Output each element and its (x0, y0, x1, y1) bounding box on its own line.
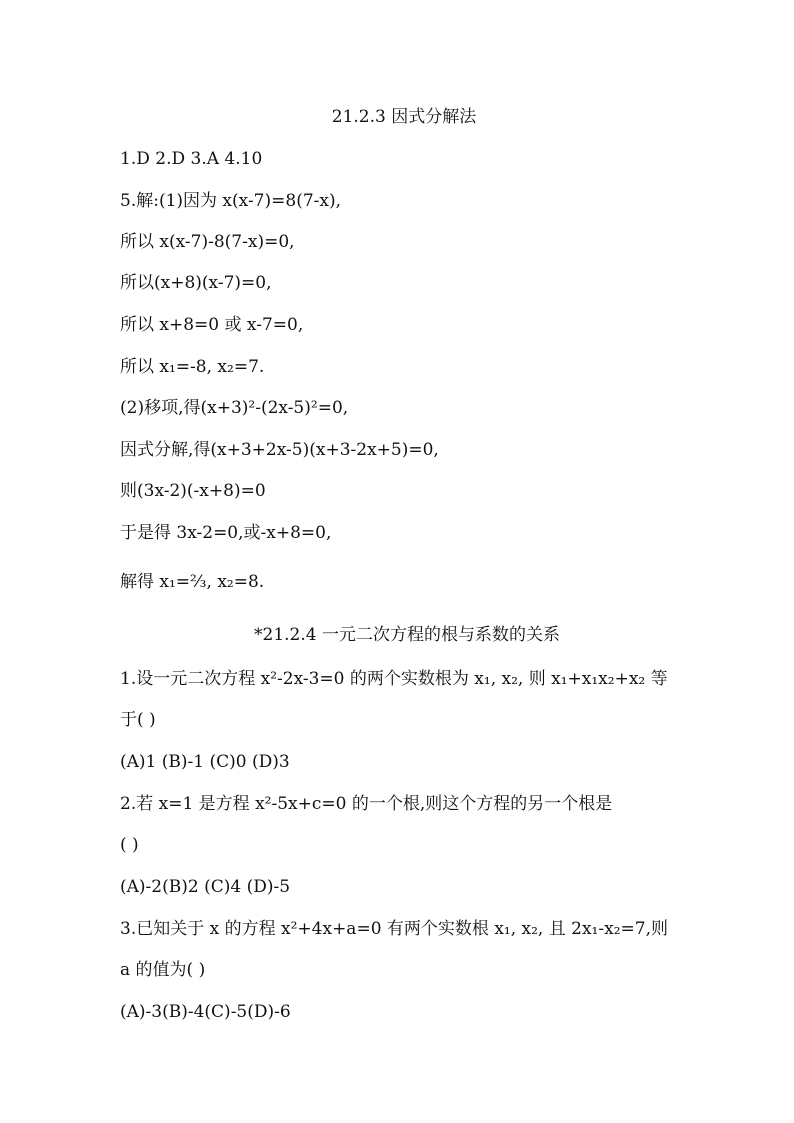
solution-line: 所以 x+8=0 或 x-7=0, (120, 315, 304, 335)
question-line: a 的值为( ) (120, 960, 206, 980)
solution-line: 所以 x₁=-8, x₂=7. (120, 357, 265, 377)
solution-line: 解得 x₁=⅔, x₂=8. (120, 572, 265, 592)
solution-line: 于是得 3x-2=0,或-x+8=0, (120, 523, 332, 543)
question-line: ( ) (120, 835, 139, 855)
solution-line: 所以(x+8)(x-7)=0, (120, 273, 272, 293)
option-line: (A)-2(B)2 (C)4 (D)-5 (120, 877, 291, 897)
question-line: 于( ) (120, 710, 156, 730)
section-title: *21.2.4 一元二次方程的根与系数的关系 (254, 625, 560, 645)
answer-line: 1.D 2.D 3.A 4.10 (120, 149, 263, 169)
option-line: (A)-3(B)-4(C)-5(D)-6 (120, 1002, 291, 1022)
question-line: 3.已知关于 x 的方程 x²+4x+a=0 有两个实数根 x₁, x₂, 且 2x₁-x₂=7,则 (120, 919, 668, 939)
solution-line: 所以 x(x-7)-8(7-x)=0, (120, 232, 295, 252)
question-line: 1.设一元二次方程 x²-2x-3=0 的两个实数根为 x₁, x₂, 则 x₁+x₁x₂+x₂ 等 (120, 669, 668, 689)
question-line: 2.若 x=1 是方程 x²-5x+c=0 的一个根,则这个方程的另一个根是 (120, 794, 613, 814)
solution-line: 因式分解,得(x+3+2x-5)(x+3-2x+5)=0, (120, 440, 439, 460)
section-title: 21.2.3 因式分解法 (331, 107, 477, 127)
solution-line: 5.解:(1)因为 x(x-7)=8(7-x), (120, 191, 342, 211)
option-line: (A)1 (B)-1 (C)0 (D)3 (120, 752, 290, 772)
solution-line: 则(3x-2)(-x+8)=0 (120, 481, 266, 501)
solution-line: (2)移项,得(x+3)²-(2x-5)²=0, (120, 398, 349, 418)
